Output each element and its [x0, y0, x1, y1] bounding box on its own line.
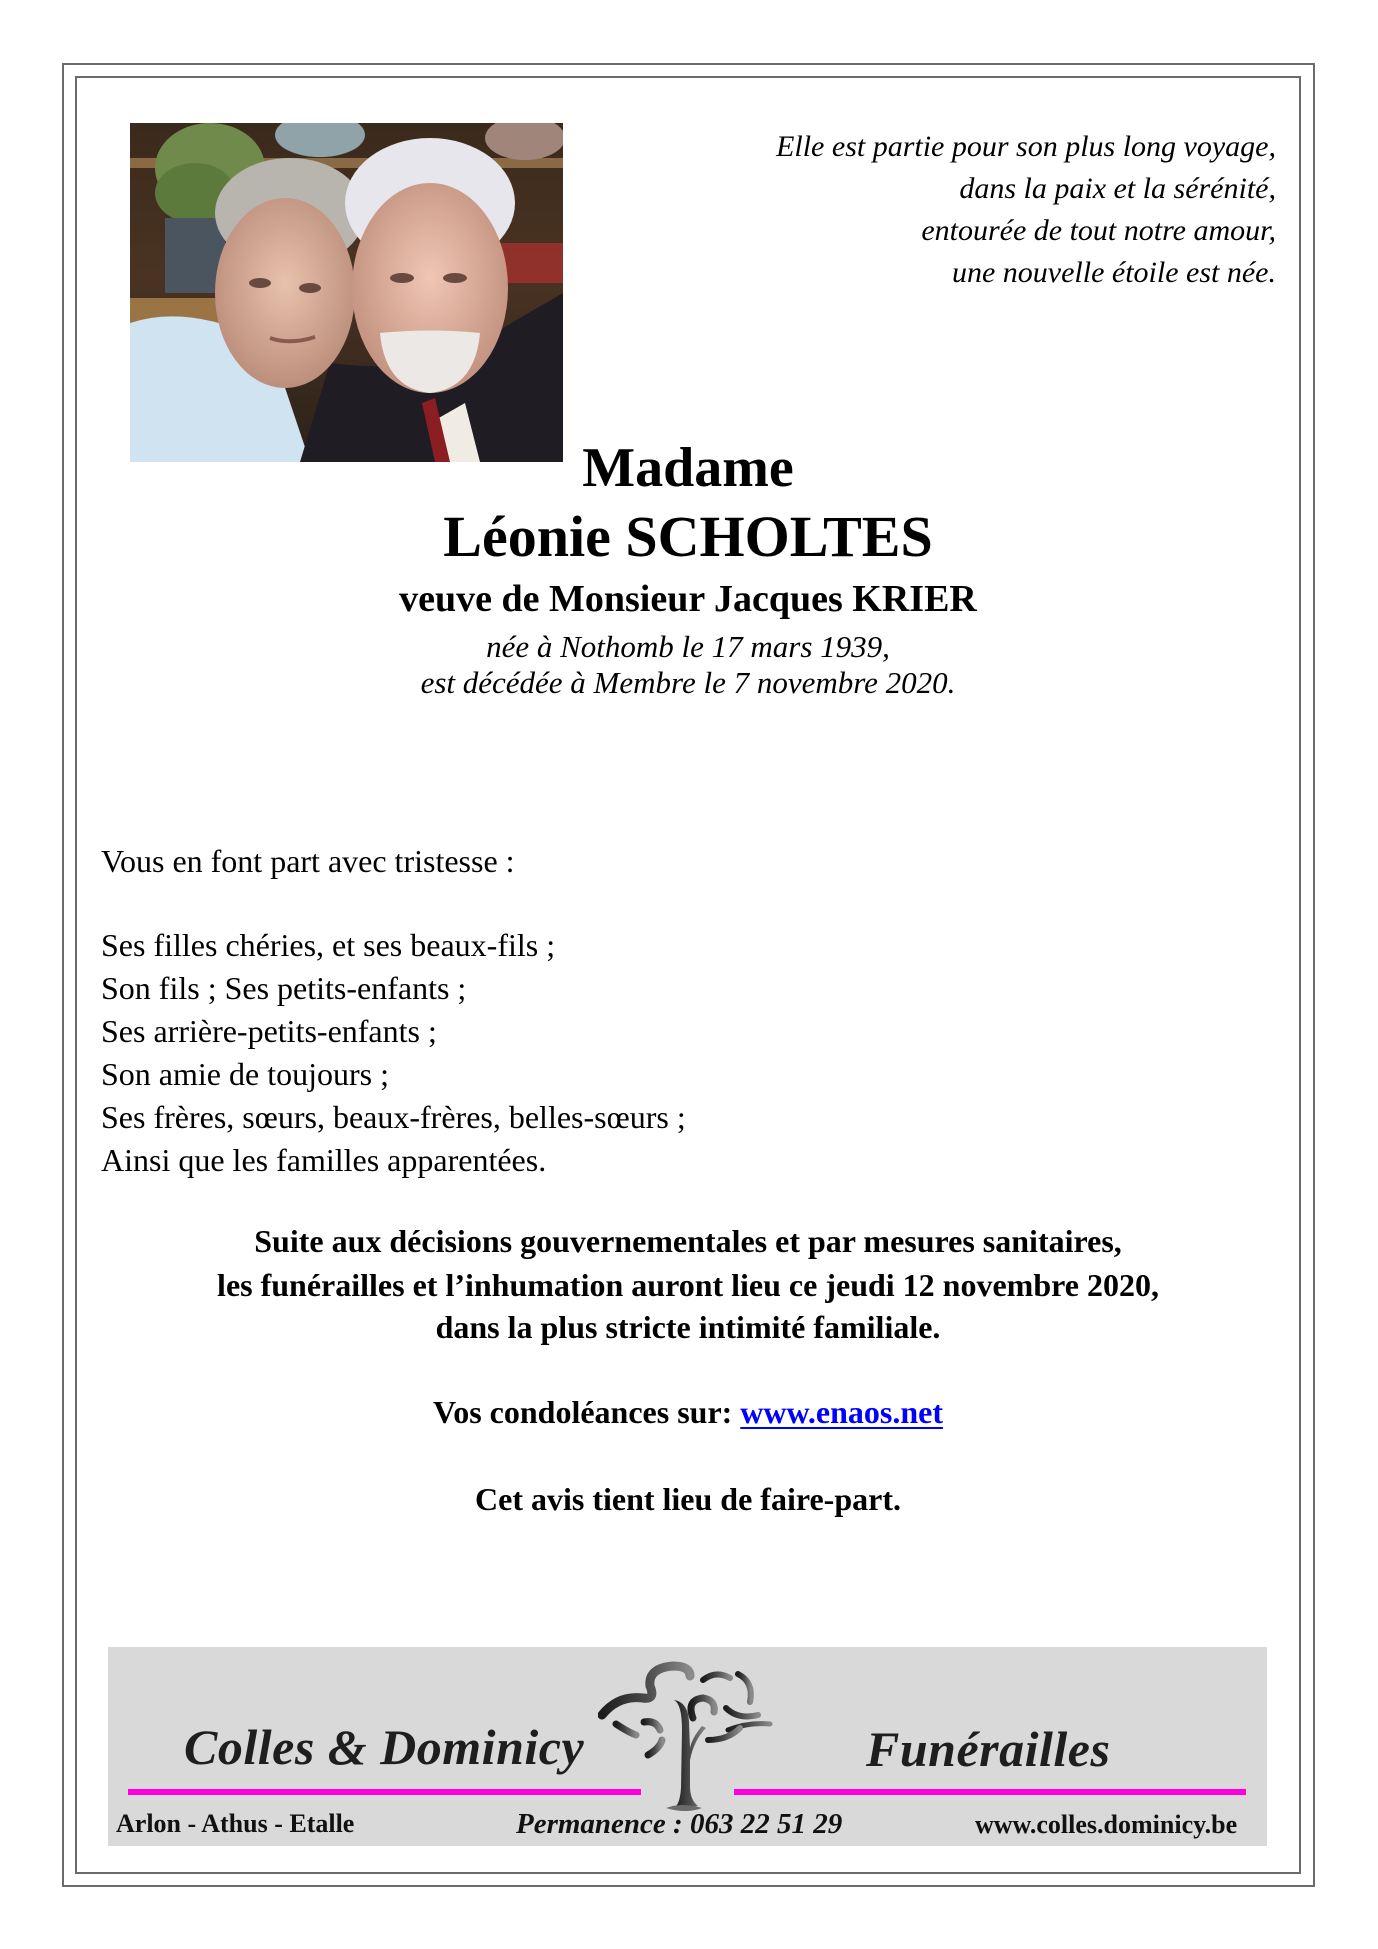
announcement-intro: Vous en font part avec tristesse : [101, 843, 515, 879]
portrait-photo-image [130, 123, 563, 462]
deceased-name: Léonie SCHOLTES [443, 504, 933, 569]
widow-of: veuve de Monsieur Jacques KRIER [399, 578, 977, 620]
family-line: Ses arrière-petits-enfants ; [101, 1013, 437, 1049]
poem-line: Elle est partie pour son plus long voyage, [776, 130, 1276, 163]
tree-icon [598, 1660, 780, 1820]
condolences-line [75, 1396, 1301, 1428]
family-line: Ainsi que les familles apparentées. [101, 1142, 547, 1178]
funeral-notice-line: les funérailles et l’inhumation auront lieu ce jeudi 12 novembre 2020, [217, 1267, 1159, 1303]
accent-line-right [734, 1789, 1246, 1795]
brand-tagline: Funérailles [866, 1721, 1111, 1777]
poem-line: dans la paix et la sérénité, [959, 172, 1276, 205]
funeral-home-website[interactable]: www.colles.dominicy.be [975, 1810, 1238, 1839]
condolences-link[interactable]: www.enaos.net [740, 1394, 943, 1430]
family-line: Ses filles chéries, et ses beaux-fils ; [101, 927, 556, 963]
poem-line: entourée de tout notre amour, [921, 214, 1276, 247]
funeral-notice-line: dans la plus stricte intimité familiale. [435, 1309, 941, 1345]
poem-line: une nouvelle étoile est née. [951, 256, 1276, 289]
deceased-title: Madame [582, 437, 794, 499]
family-line: Ses frères, sœurs, beaux-frères, belles-sœurs ; [101, 1099, 686, 1135]
phone-number: Permanence : 063 22 51 29 [516, 1808, 843, 1840]
condolences-label: Vos condoléances sur: [433, 1394, 741, 1430]
family-line: Son amie de toujours ; [101, 1056, 389, 1092]
portrait-photo [130, 123, 563, 462]
family-line: Son fils ; Ses petits-enfants ; [101, 970, 467, 1006]
brand-name: Colles & Dominicy [184, 1719, 585, 1775]
birth-info: née à Nothomb le 17 mars 1939, [486, 629, 890, 664]
closing-note: Cet avis tient lieu de faire-part. [475, 1481, 901, 1517]
funeral-notice-line: Suite aux décisions gouvernementales et par mesures sanitaires, [254, 1223, 1122, 1259]
branch-towns: Arlon - Athus - Etalle [116, 1809, 355, 1838]
death-info: est décédée à Membre le 7 novembre 2020. [420, 665, 956, 700]
accent-line-left [128, 1789, 641, 1795]
